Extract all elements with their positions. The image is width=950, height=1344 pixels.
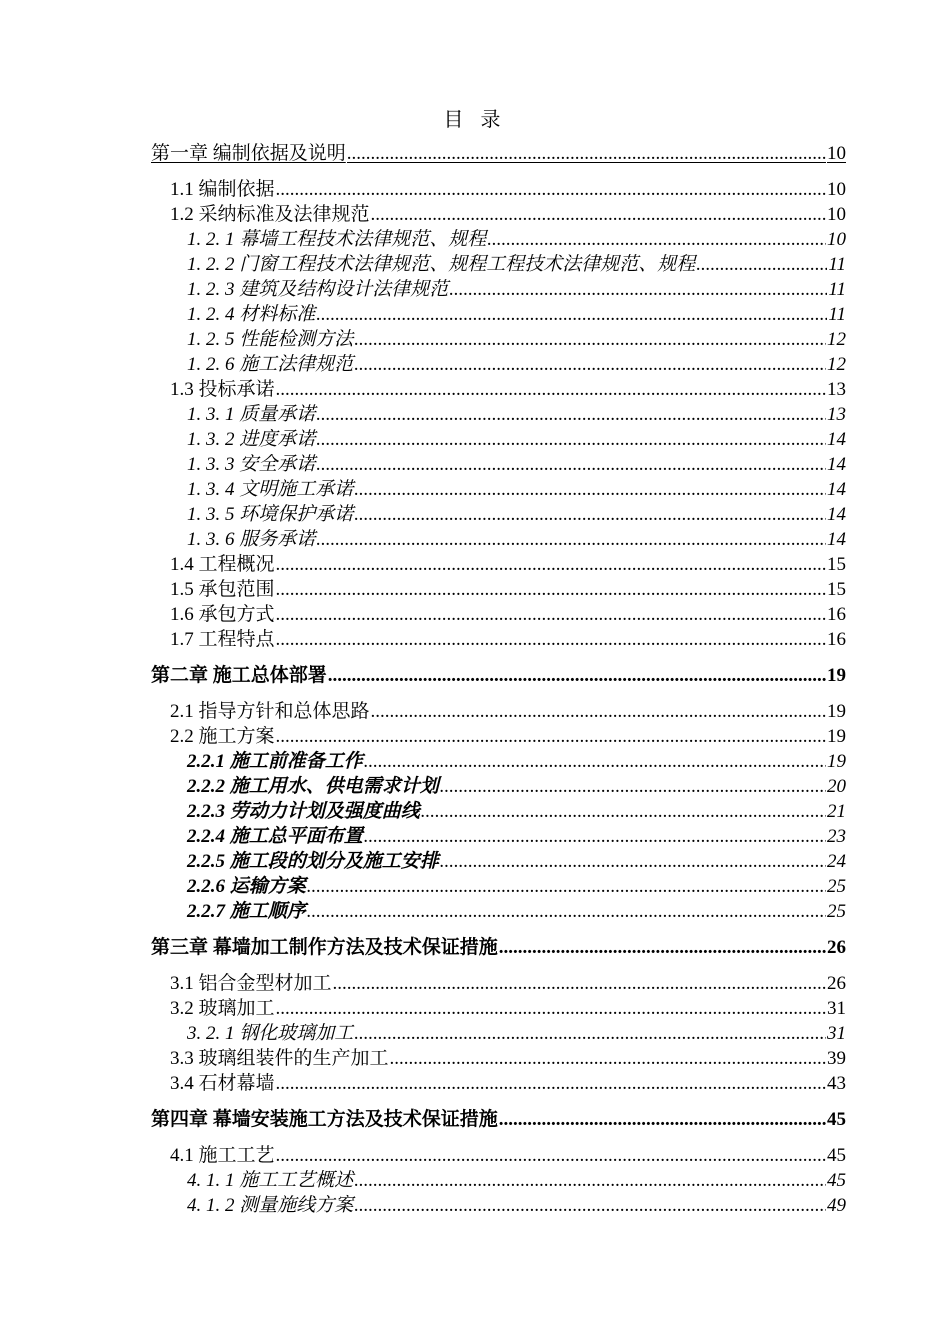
toc-entry[interactable] — [151, 227, 846, 252]
toc-entry-title: 1.5 承包范围 — [170, 579, 275, 600]
dot-leader — [316, 427, 826, 452]
toc-entry-title: 2.2 施工方案 — [170, 726, 275, 747]
dot-leader — [354, 352, 826, 377]
dot-leader — [390, 1046, 826, 1071]
toc-entry-title: 第三章 幕墙加工制作方法及技术保证措施 — [151, 937, 498, 958]
toc-entry[interactable] — [151, 799, 846, 824]
toc-entry[interactable] — [151, 477, 846, 502]
toc-entry-title: 1. 2. 1 幕墙工程技术法律规范、规程 — [187, 229, 487, 250]
dot-leader — [364, 749, 826, 774]
toc-page-number: 49 — [827, 1195, 846, 1216]
dot-leader — [316, 302, 827, 327]
toc-page-number: 10 — [827, 204, 846, 225]
dot-leader — [316, 402, 826, 427]
toc-entry[interactable] — [151, 627, 846, 652]
toc-entry[interactable] — [151, 1143, 846, 1168]
toc-entry-title: 3.1 铝合金型材加工 — [170, 973, 332, 994]
toc-entry-title: 1. 3. 5 环境保护承诺 — [187, 504, 354, 525]
toc-entry-title: 1. 2. 4 材料标准 — [187, 304, 316, 325]
toc-entry[interactable] — [151, 402, 846, 427]
toc-page-number: 15 — [827, 579, 846, 600]
dot-leader — [333, 971, 826, 996]
toc-entry[interactable] — [151, 552, 846, 577]
dot-leader — [276, 724, 826, 749]
toc-page-number: 11 — [828, 254, 846, 275]
toc-entry-title: 3.3 玻璃组装件的生产加工 — [170, 1048, 389, 1069]
dot-leader — [276, 996, 826, 1021]
toc-entry[interactable] — [151, 849, 846, 874]
toc-entry-title: 2.2.7 施工顺序 — [187, 901, 306, 922]
toc-entry-title: 1. 2. 3 建筑及结构设计法律规范 — [187, 279, 449, 300]
toc-entry[interactable] — [151, 252, 846, 277]
toc-entry[interactable] — [151, 377, 846, 402]
toc-page-number: 10 — [827, 179, 846, 200]
toc-entry-title: 4. 1. 1 施工工艺概述 — [187, 1170, 354, 1191]
toc-page-number: 14 — [827, 479, 846, 500]
toc-entry-title: 2.2.2 施工用水、供电需求计划 — [187, 776, 439, 797]
toc-entry-title: 1.2 采纳标准及法律规范 — [170, 204, 370, 225]
toc-entry[interactable] — [151, 724, 846, 749]
toc-page-number: 20 — [827, 776, 846, 797]
dot-leader — [276, 1071, 826, 1096]
toc-page-number: 31 — [827, 1023, 846, 1044]
toc-entry[interactable] — [151, 971, 846, 996]
dot-leader — [371, 202, 826, 227]
toc-page-number: 45 — [827, 1109, 846, 1130]
toc-page-number: 24 — [827, 851, 846, 872]
dot-leader — [696, 252, 827, 277]
table-of-contents — [151, 140, 846, 1218]
toc-page-number: 14 — [827, 529, 846, 550]
toc-entry-title: 1. 2. 6 施工法律规范 — [187, 354, 354, 375]
toc-page-number: 25 — [827, 901, 846, 922]
toc-page-number: 19 — [827, 701, 846, 722]
dot-leader — [364, 824, 826, 849]
toc-page-number: 19 — [827, 665, 846, 686]
toc-entry-title: 1. 3. 2 进度承诺 — [187, 429, 316, 450]
dot-leader — [276, 377, 826, 402]
dot-leader — [440, 774, 826, 799]
toc-entry-title: 1. 3. 4 文明施工承诺 — [187, 479, 354, 500]
toc-entry-title: 2.2.3 劳动力计划及强度曲线 — [187, 801, 420, 822]
toc-page-number: 13 — [827, 404, 846, 425]
dot-leader — [276, 552, 826, 577]
toc-entry-title: 第二章 施工总体部署 — [151, 665, 327, 686]
dot-leader — [276, 1143, 826, 1168]
toc-entry[interactable] — [151, 452, 846, 477]
toc-page-number: 45 — [827, 1170, 846, 1191]
toc-entry-title: 2.2.5 施工段的划分及施工安排 — [187, 851, 439, 872]
toc-entry[interactable] — [151, 202, 846, 227]
toc-entry-title: 3. 2. 1 钢化玻璃加工 — [187, 1023, 354, 1044]
dot-leader — [347, 140, 826, 167]
toc-entry-title: 第四章 幕墙安装施工方法及技术保证措施 — [151, 1109, 498, 1130]
dot-leader — [354, 477, 826, 502]
toc-page-number: 11 — [828, 304, 846, 325]
toc-entry-title: 2.2.1 施工前准备工作 — [187, 751, 363, 772]
toc-entry[interactable] — [151, 774, 846, 799]
toc-page-number: 19 — [827, 751, 846, 772]
toc-entry-title: 1.7 工程特点 — [170, 629, 275, 650]
toc-title: 目 录 — [443, 109, 507, 131]
toc-entry-title: 1. 2. 5 性能检测方法 — [187, 329, 354, 350]
toc-page-number: 45 — [827, 1145, 846, 1166]
toc-entry[interactable] — [151, 996, 846, 1021]
dot-leader — [421, 799, 826, 824]
toc-entry-title: 1. 3. 3 安全承诺 — [187, 454, 316, 475]
toc-entry[interactable] — [151, 527, 846, 552]
dot-leader — [307, 874, 826, 899]
toc-page-number: 12 — [827, 354, 846, 375]
toc-page-number: 15 — [827, 554, 846, 575]
toc-page-number: 14 — [827, 429, 846, 450]
dot-leader — [276, 577, 826, 602]
toc-entry-title: 2.1 指导方针和总体思路 — [170, 701, 370, 722]
toc-entry[interactable] — [151, 352, 846, 377]
dot-leader — [354, 502, 826, 527]
toc-entry-title: 1. 3. 1 质量承诺 — [187, 404, 316, 425]
dot-leader — [276, 177, 826, 202]
toc-page-number: 19 — [827, 726, 846, 747]
dot-leader — [354, 1168, 826, 1193]
toc-entry[interactable] — [151, 1193, 846, 1218]
toc-page-number: 26 — [827, 973, 846, 994]
dot-leader — [499, 1106, 826, 1133]
dot-leader — [354, 1021, 826, 1046]
toc-entry-title: 3.2 玻璃加工 — [170, 998, 275, 1019]
dot-leader — [371, 699, 826, 724]
toc-page-number: 14 — [827, 504, 846, 525]
toc-entry-title: 2.2.4 施工总平面布置 — [187, 826, 363, 847]
toc-chapter-entry[interactable] — [151, 140, 846, 167]
toc-entry[interactable] — [151, 899, 846, 924]
dot-leader — [354, 327, 826, 352]
toc-entry[interactable] — [151, 749, 846, 774]
toc-page-number: 16 — [827, 604, 846, 625]
dot-leader — [316, 452, 826, 477]
dot-leader — [276, 602, 826, 627]
toc-page-number: 11 — [828, 279, 846, 300]
dot-leader — [307, 899, 826, 924]
dot-leader — [276, 627, 826, 652]
toc-entry-title: 1.6 承包方式 — [170, 604, 275, 625]
toc-page-number: 25 — [827, 876, 846, 897]
dot-leader — [316, 527, 826, 552]
dot-leader — [499, 934, 826, 961]
toc-page-number: 39 — [827, 1048, 846, 1069]
toc-entry[interactable] — [151, 824, 846, 849]
toc-page-number: 12 — [827, 329, 846, 350]
toc-page-number: 31 — [827, 998, 846, 1019]
toc-page-number: 10 — [827, 143, 846, 164]
toc-entry-title: 1.1 编制依据 — [170, 179, 275, 200]
toc-entry[interactable] — [151, 577, 846, 602]
toc-entry-title: 1.4 工程概况 — [170, 554, 275, 575]
toc-entry[interactable] — [151, 427, 846, 452]
toc-page-number: 14 — [827, 454, 846, 475]
toc-entry[interactable] — [151, 602, 846, 627]
toc-entry[interactable] — [151, 1021, 846, 1046]
dot-leader — [354, 1193, 826, 1218]
toc-entry[interactable] — [151, 277, 846, 302]
toc-entry[interactable] — [151, 1046, 846, 1071]
toc-chapter-entry[interactable] — [151, 662, 846, 689]
toc-entry-title: 2.2.6 运输方案 — [187, 876, 306, 897]
toc-chapter-entry[interactable] — [151, 1106, 846, 1133]
toc-entry[interactable] — [151, 327, 846, 352]
toc-page-number: 16 — [827, 629, 846, 650]
toc-entry[interactable] — [151, 1071, 846, 1096]
dot-leader — [328, 662, 826, 689]
toc-page-number: 21 — [827, 801, 846, 822]
toc-entry-title: 1. 3. 6 服务承诺 — [187, 529, 316, 550]
toc-entry[interactable] — [151, 874, 846, 899]
toc-entry[interactable] — [151, 177, 846, 202]
toc-entry-title: 4. 1. 2 测量施线方案 — [187, 1195, 354, 1216]
toc-page-number: 13 — [827, 379, 846, 400]
toc-page-number: 26 — [827, 937, 846, 958]
toc-entry[interactable] — [151, 1168, 846, 1193]
dot-leader — [487, 227, 826, 252]
toc-entry-title: 第一章 编制依据及说明 — [151, 143, 346, 164]
toc-entry[interactable] — [151, 699, 846, 724]
toc-page-number: 23 — [827, 826, 846, 847]
toc-entry-title: 4.1 施工工艺 — [170, 1145, 275, 1166]
toc-entry[interactable] — [151, 502, 846, 527]
dot-leader — [440, 849, 826, 874]
dot-leader — [449, 277, 827, 302]
toc-entry-title: 1. 2. 2 门窗工程技术法律规范、规程工程技术法律规范、规程 — [187, 254, 696, 275]
toc-entry[interactable] — [151, 302, 846, 327]
toc-entry-title: 1.3 投标承诺 — [170, 379, 275, 400]
toc-entry-title: 3.4 石材幕墙 — [170, 1073, 275, 1094]
toc-page-number: 43 — [827, 1073, 846, 1094]
toc-chapter-entry[interactable] — [151, 934, 846, 961]
toc-page-number: 10 — [827, 229, 846, 250]
